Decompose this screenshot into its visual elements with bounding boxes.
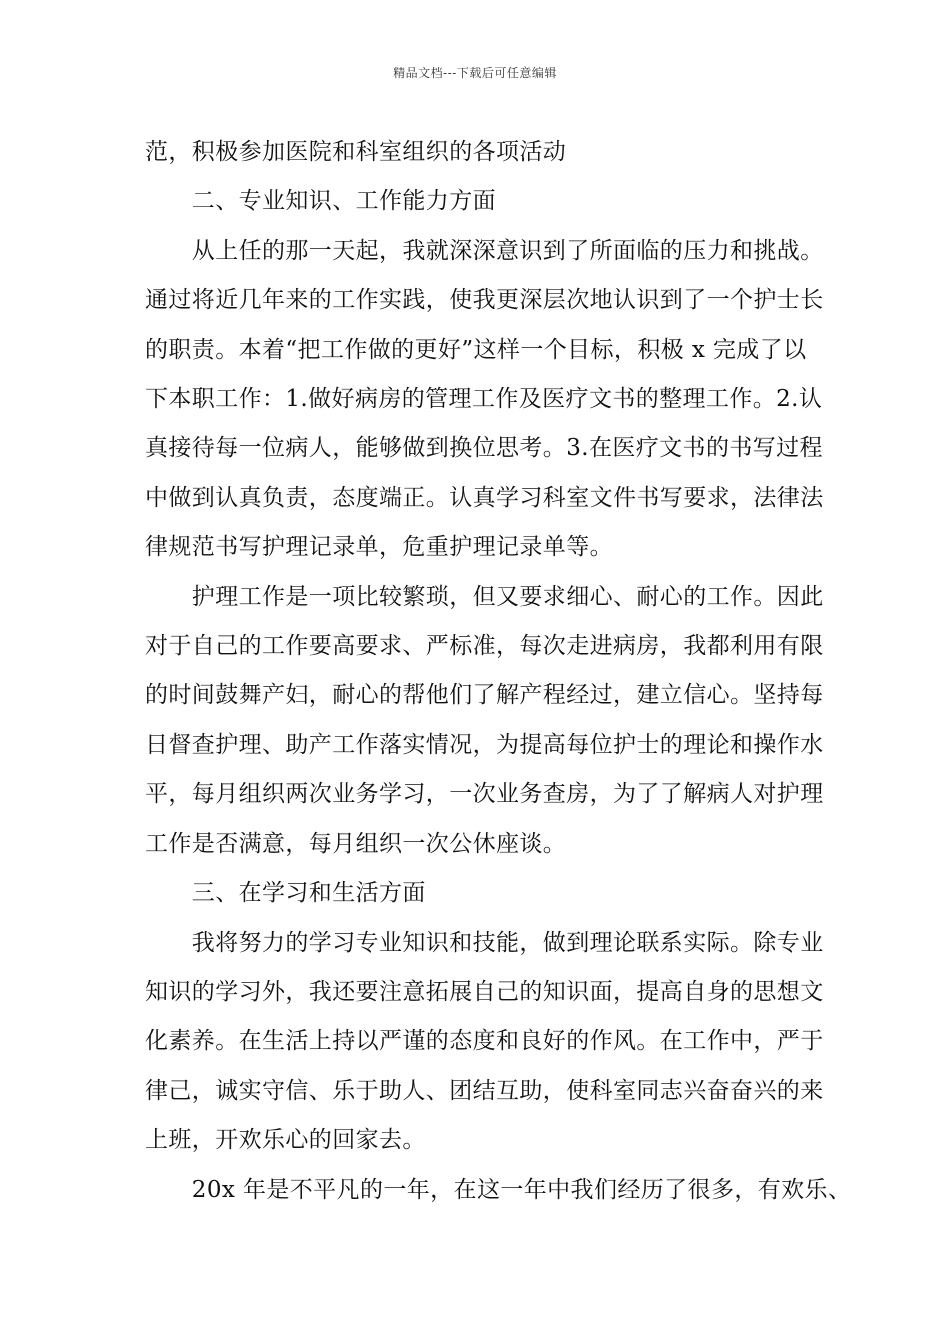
text-line: 真接待每一位病人，能够做到换位思考。3.在医疗文书的书写过程 xyxy=(145,435,823,462)
text-line: 通过将近几年来的工作实践，使我更深层次地认识到了一个护士长 xyxy=(145,287,824,314)
text-line: 我将努力的学习专业知识和技能，做到理论联系实际。除专业 xyxy=(145,929,824,956)
text-line: 工作是否满意，每月组织一次公休座谈。 xyxy=(145,830,567,857)
text-line: 下本职工作：1.做好病房的管理工作及医疗文书的整理工作。2.认 xyxy=(145,386,823,413)
text-line: 20x 年是不平凡的一年，在这一年中我们经历了很多，有欢乐、 xyxy=(145,1176,852,1203)
text-line: 律己，诚实守信、乐于助人、团结互助，使科室同志兴奋奋兴的来 xyxy=(145,1077,824,1104)
section-heading-study-life: 三、在学习和生活方面 xyxy=(145,880,426,907)
text-line: 从上任的那一天起，我就深深意识到了所面临的压力和挑战。 xyxy=(145,237,824,264)
text-line: 律规范书写护理记录单，危重护理记录单等。 xyxy=(145,534,613,561)
text-line: 中做到认真负责，态度端正。认真学习科室文件书写要求，法律法 xyxy=(145,484,824,511)
text-line: 日督查护理、助产工作落实情况，为提高每位护士的理论和操作水 xyxy=(145,731,824,758)
body-text xyxy=(145,128,852,1215)
text-line: 上班，开欢乐心的回家去。 xyxy=(145,1127,426,1154)
text-line: 的职责。本着“把工作做的更好”这样一个目标，积极 x 完成了以 xyxy=(145,336,807,363)
text-line: 平，每月组织两次业务学习，一次业务查房，为了了解病人对护理 xyxy=(145,781,824,808)
page-header: 精品文档---下载后可任意编辑 xyxy=(393,66,557,80)
text-line: 范，积极参加医院和科室组织的各项活动 xyxy=(145,139,567,165)
text-line: 化素养。在生活上持以严谨的态度和良好的作风。在工作中，严于 xyxy=(145,1028,824,1055)
text-line: 知识的学习外，我还要注意拓展自己的知识面，提高自身的思想文 xyxy=(145,978,824,1005)
text-line: 护理工作是一项比较繁琐，但又要求细心、耐心的工作。因此 xyxy=(145,583,824,610)
text-line: 的时间鼓舞产妇，耐心的帮他们了解产程经过，建立信心。坚持每 xyxy=(145,682,824,709)
section-heading-professional: 二、专业知识、工作能力方面 xyxy=(145,188,496,215)
text-line: 对于自己的工作要高要求、严标准，每次走进病房，我都利用有限 xyxy=(145,633,824,660)
